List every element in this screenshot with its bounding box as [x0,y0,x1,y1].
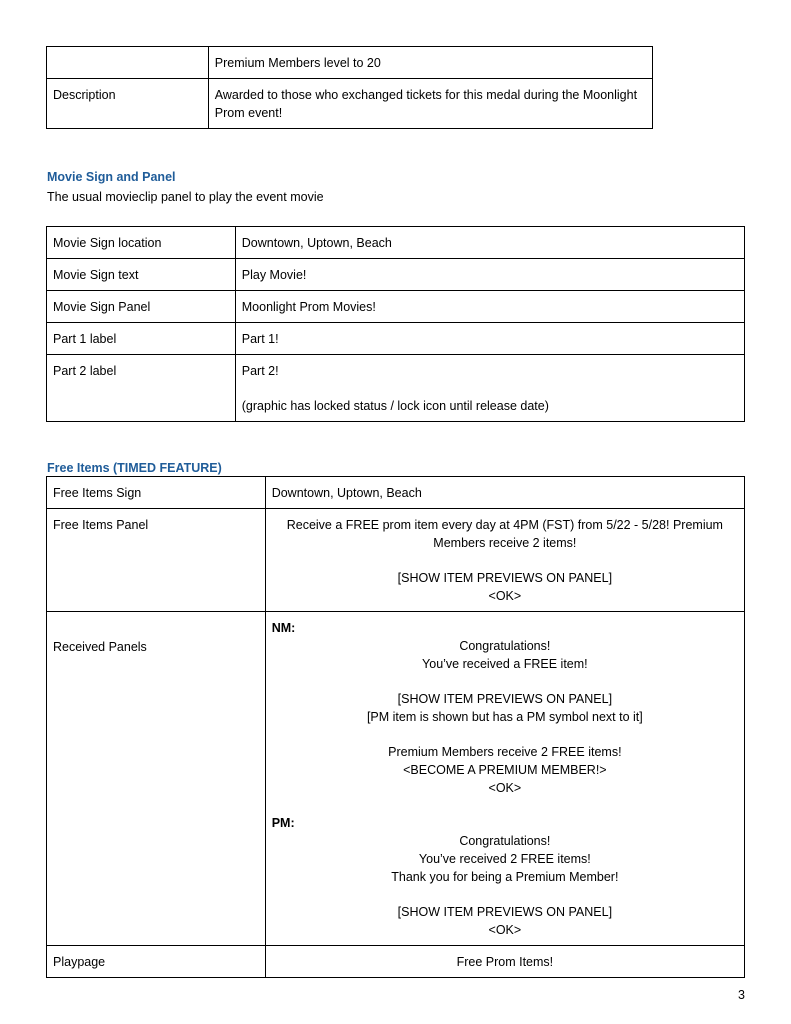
table-cell [265,612,744,946]
table-cell: Part 2 label [47,355,236,422]
table-cell: Part 1 label [47,323,236,355]
table-cell: Play Movie! [235,259,744,291]
table-cell: Downtown, Uptown, Beach [265,477,744,509]
table-cell: Awarded to those who exchanged tickets for this medal during the Moonlight Prom event! [208,79,652,129]
table-row [47,477,745,509]
table-cell [47,47,209,79]
table-cell: Movie Sign Panel [47,291,236,323]
section-heading-movie: Movie Sign and Panel [47,170,176,184]
table-cell: Free Items Panel [47,509,266,612]
table-cell: Premium Members level to 20 [208,47,652,79]
pm-label: PM: [271,816,295,830]
panel-line: <OK> [488,589,522,603]
nm-panel-text: Congratulations! You’ve received a FREE item! [SHOW ITEM PREVIEWS ON PANEL] [PM item is shown but has a PM symbol next to it] Premium Members receive 2 FREE items! <BECOME A PREMIUM MEMBER!> <OK> [366,639,643,795]
table-cell: Movie Sign location [47,227,236,259]
table-row [47,47,653,79]
table-row [47,227,745,259]
medal-table [46,46,653,129]
table-row [47,323,745,355]
table-cell [265,509,744,612]
table-row [47,612,745,946]
table-row [47,259,745,291]
table-cell: Movie Sign text [47,259,236,291]
table-cell: Free Prom Items! [265,946,744,978]
table-row [47,509,745,612]
table-cell: Received Panels [47,612,266,946]
table-row [47,291,745,323]
pm-panel-text: Congratulations! You’ve received 2 FREE items! Thank you for being a Premium Member! [SHOW ITEM PREVIEWS ON PANEL] <OK> [391,834,619,937]
table-row [47,946,745,978]
table-cell [235,355,744,422]
table-cell: Downtown, Uptown, Beach [235,227,744,259]
table-row [47,355,745,422]
nm-label: NM: [271,621,296,635]
free-items-table [46,476,745,978]
table-cell: Playpage [47,946,266,978]
page-number: 3 [738,988,745,1002]
panel-line: Members receive 2 items! [433,536,577,550]
cell-note: (graphic has locked status / lock icon until release date) [241,399,549,413]
section-heading-free-items: Free Items (TIMED FEATURE) [47,461,222,475]
table-cell: Free Items Sign [47,477,266,509]
table-cell: Part 1! [235,323,744,355]
cell-text: Part 2! [241,364,279,378]
section-description-movie: The usual movieclip panel to play the event movie [47,190,324,204]
panel-line: Receive a FREE prom item every day at 4PM (FST) from 5/22 - 5/28! Premium [286,518,723,532]
panel-line: [SHOW ITEM PREVIEWS ON PANEL] [397,571,613,585]
table-cell: Description [47,79,209,129]
table-row [47,79,653,129]
table-cell: Moonlight Prom Movies! [235,291,744,323]
movie-table [46,226,745,422]
